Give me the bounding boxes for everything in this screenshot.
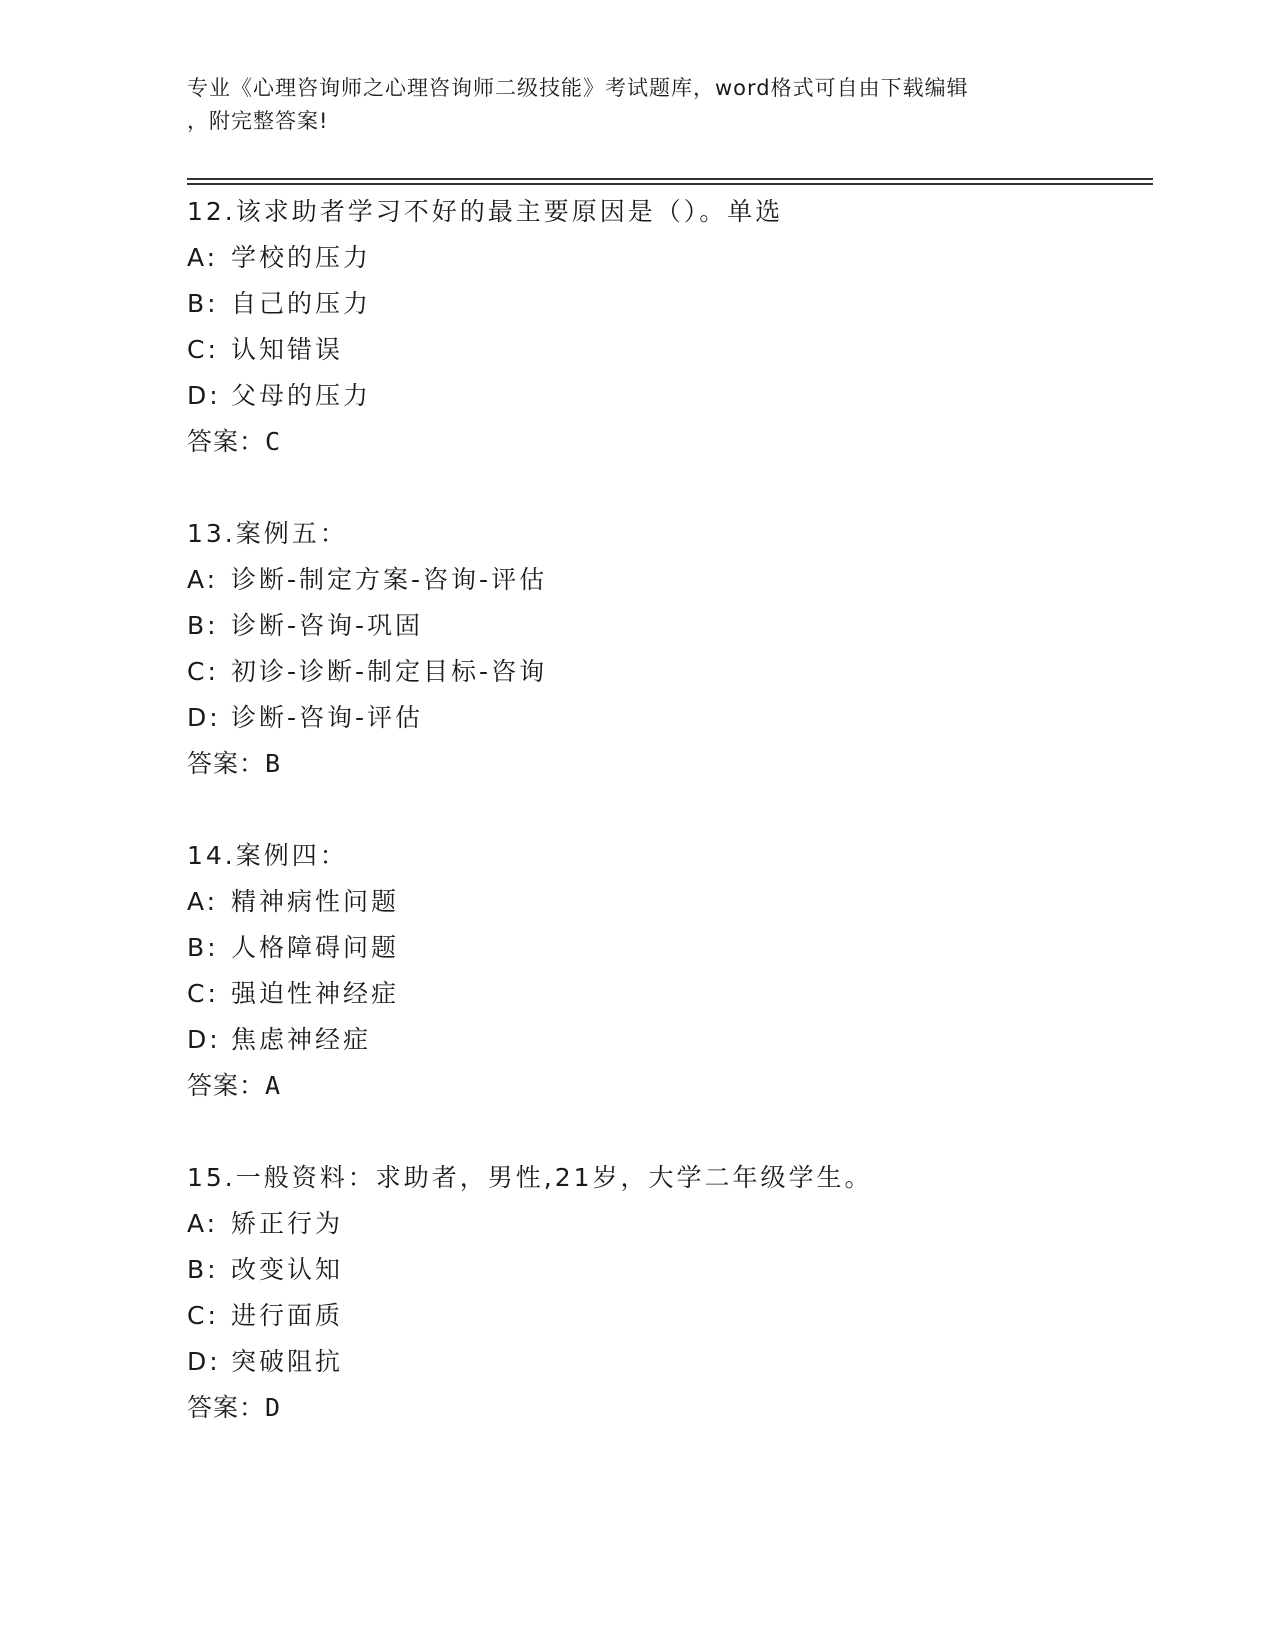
- option-text: 父母的压力: [231, 381, 372, 410]
- option-letter: C:: [187, 335, 219, 364]
- question-stem: 14.案例四：: [187, 841, 348, 870]
- option-letter: B:: [187, 1255, 219, 1284]
- option-a: [187, 879, 1147, 925]
- option-b: [187, 281, 1147, 327]
- option-letter: D:: [187, 1025, 221, 1054]
- option-text: 初诊-诊断-制定目标-咨询: [231, 657, 548, 686]
- option-c: [187, 1293, 1147, 1339]
- option-c: [187, 327, 1147, 373]
- option-text: 诊断-制定方案-咨询-评估: [231, 565, 548, 594]
- option-letter: A:: [187, 1209, 219, 1238]
- option-c: [187, 649, 1147, 695]
- option-text: 自己的压力: [231, 289, 372, 318]
- answer-line: 答案：C: [187, 427, 282, 456]
- option-d: [187, 695, 1147, 741]
- header-divider-top: [187, 178, 1153, 180]
- option-text: 焦虑神经症: [231, 1025, 372, 1054]
- question-13: [187, 511, 1147, 787]
- option-letter: B:: [187, 289, 219, 318]
- intro-line-2: ，附完整答案!: [187, 109, 329, 133]
- option-d: [187, 1017, 1147, 1063]
- option-d: [187, 1339, 1147, 1385]
- question-list: [187, 189, 1147, 1477]
- option-b: [187, 603, 1147, 649]
- option-text: 改变认知: [231, 1255, 344, 1284]
- question-stem: 13.案例五：: [187, 519, 348, 548]
- option-text: 进行面质: [231, 1301, 344, 1330]
- option-letter: C:: [187, 657, 219, 686]
- option-text: 诊断-咨询-评估: [231, 703, 424, 732]
- document-intro: [187, 72, 1087, 138]
- option-letter: A:: [187, 243, 219, 272]
- option-text: 强迫性神经症: [231, 979, 400, 1008]
- option-text: 学校的压力: [231, 243, 372, 272]
- question-stem: 15.一般资料：求助者，男性,21岁，大学二年级学生。: [187, 1163, 873, 1192]
- question-stem: 12.该求助者学习不好的最主要原因是（）。单选: [187, 197, 784, 226]
- option-letter: A:: [187, 887, 219, 916]
- question-12: [187, 189, 1147, 465]
- answer-line: 答案：A: [187, 1071, 282, 1100]
- option-letter: C:: [187, 979, 219, 1008]
- question-14: [187, 833, 1147, 1109]
- option-a: [187, 235, 1147, 281]
- option-a: [187, 557, 1147, 603]
- option-b: [187, 925, 1147, 971]
- option-text: 认知错误: [231, 335, 344, 364]
- option-text: 诊断-咨询-巩固: [231, 611, 424, 640]
- answer-line: 答案：D: [187, 1393, 282, 1422]
- option-letter: C:: [187, 1301, 219, 1330]
- option-a: [187, 1201, 1147, 1247]
- option-letter: B:: [187, 611, 219, 640]
- option-letter: A:: [187, 565, 219, 594]
- option-text: 精神病性问题: [231, 887, 400, 916]
- option-letter: D:: [187, 1347, 221, 1376]
- option-letter: D:: [187, 381, 221, 410]
- option-b: [187, 1247, 1147, 1293]
- option-letter: D:: [187, 703, 221, 732]
- option-text: 人格障碍问题: [231, 933, 400, 962]
- intro-line-1: 专业《心理咨询师之心理咨询师二级技能》考试题库，word格式可自由下载编辑: [187, 76, 969, 100]
- question-15: [187, 1155, 1147, 1431]
- option-letter: B:: [187, 933, 219, 962]
- answer-line: 答案：B: [187, 749, 282, 778]
- header-divider-bottom: [187, 183, 1153, 185]
- option-text: 突破阻抗: [231, 1347, 344, 1376]
- option-text: 矫正行为: [231, 1209, 344, 1238]
- option-c: [187, 971, 1147, 1017]
- option-d: [187, 373, 1147, 419]
